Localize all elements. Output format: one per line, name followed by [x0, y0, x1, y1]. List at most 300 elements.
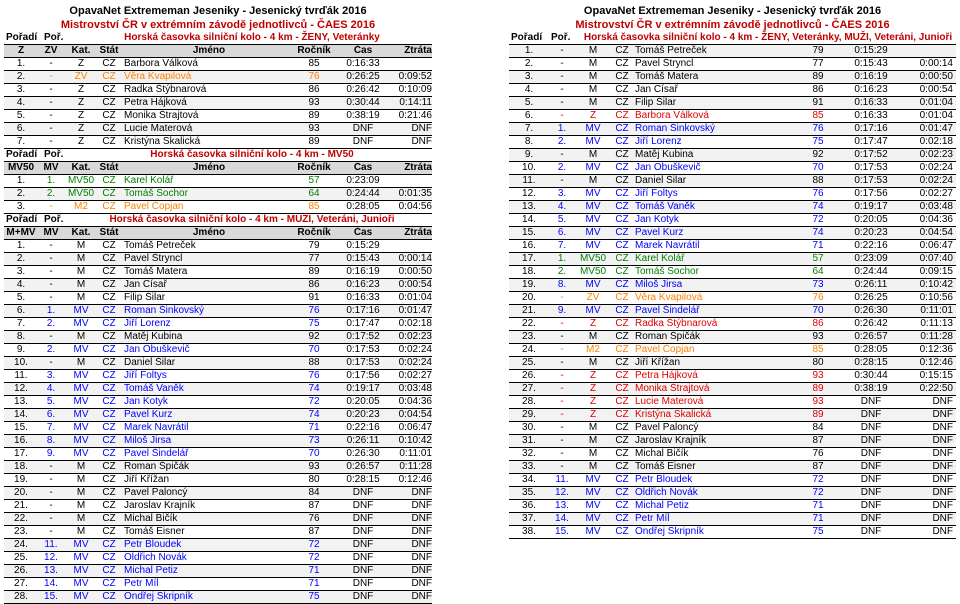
country-cell: CZ [102, 500, 116, 511]
rank-cell: 23. [522, 331, 536, 342]
table-row [4, 578, 432, 591]
table-row [4, 253, 432, 266]
rank-cell: 36. [522, 500, 536, 511]
name-cell: Roman Šinkovský [635, 123, 716, 134]
rank-cell: 6. [16, 305, 26, 316]
loss-cell: 0:12:46 [919, 357, 953, 368]
category-cell: M [588, 97, 598, 108]
table-row [509, 227, 956, 240]
country-cell: CZ [615, 253, 629, 264]
rank-cell: 22. [14, 513, 28, 524]
time-cell: 0:30:44 [346, 97, 380, 108]
left-results-table [4, 32, 432, 604]
category-cell: Z [77, 97, 85, 108]
category-cell: ZV [74, 71, 88, 82]
rank-cell: 11. [522, 175, 536, 186]
table-row [4, 344, 432, 357]
loss-cell: 0:01:04 [398, 292, 432, 303]
table-row [4, 71, 432, 84]
year-cell: 70 [812, 305, 824, 316]
category-cell: M [588, 461, 598, 472]
header-poradi: Pořadí [6, 32, 38, 43]
rank-cell: 35. [522, 487, 536, 498]
year-cell: 89 [812, 383, 824, 394]
category-cell: M [76, 513, 86, 524]
class-rank-cell: 14. [44, 578, 58, 589]
year-cell: 71 [812, 240, 824, 251]
time-cell: 0:20:23 [346, 409, 380, 420]
country-cell: CZ [102, 552, 116, 563]
name-cell: Oldřich Novák [124, 552, 187, 563]
table-row [4, 591, 432, 604]
name-cell: Jiří Foltys [635, 188, 678, 199]
category-cell: MV [73, 552, 89, 563]
year-cell: 71 [812, 500, 824, 511]
column-header: Čas [353, 45, 373, 56]
class-rank-cell: - [49, 97, 53, 108]
category-cell: MV [73, 448, 89, 459]
country-cell: CZ [615, 344, 629, 355]
time-cell: 0:28:05 [346, 201, 380, 212]
class-rank-cell: 3. [46, 370, 56, 381]
table-row [509, 123, 956, 136]
category-cell: M [588, 448, 598, 459]
name-cell: Pavel Paloncý [635, 422, 699, 433]
name-cell: Pavel Štryncl [124, 253, 183, 264]
time-cell: 0:26:57 [854, 331, 888, 342]
year-cell: 80 [812, 357, 824, 368]
time-cell: DNF [860, 487, 882, 498]
column-header: Jméno [192, 162, 226, 173]
time-cell: 0:26:57 [346, 461, 380, 472]
category-cell: M [588, 149, 598, 160]
time-cell: 0:16:33 [854, 110, 888, 121]
rank-cell: 20. [522, 292, 536, 303]
name-cell: Petr Míl [635, 513, 670, 524]
class-rank-cell: - [560, 292, 564, 303]
class-rank-cell: - [560, 84, 564, 95]
country-cell: CZ [615, 175, 629, 186]
section-title: Horská časovka silniční kolo - 4 km - MV50 [150, 149, 354, 160]
table-row [4, 370, 432, 383]
country-cell: CZ [102, 461, 116, 472]
category-cell: MV [585, 201, 601, 212]
time-cell: 0:15:43 [346, 253, 380, 264]
name-cell: Pavel Čopjan [635, 344, 695, 355]
class-rank-cell: 2. [557, 162, 567, 173]
loss-cell: DNF [932, 435, 953, 446]
time-cell: 0:16:33 [346, 292, 380, 303]
table-row [509, 435, 956, 448]
time-cell: 0:16:19 [854, 71, 888, 82]
section-header [4, 32, 432, 45]
class-rank-cell: - [49, 513, 53, 524]
section-title: Horská časovka silniční kolo - 4 km - ŽENY, Veteránky [124, 32, 380, 43]
time-cell: 0:17:52 [346, 331, 380, 342]
year-cell: 71 [308, 578, 320, 589]
year-cell: 71 [308, 422, 320, 433]
time-cell: 0:26:25 [854, 292, 888, 303]
name-cell: Matěj Kubina [124, 331, 183, 342]
name-cell: Pavel Šindelář [635, 305, 700, 316]
category-cell: MV [73, 539, 89, 550]
column-header: Kat. [71, 162, 91, 173]
table-row [4, 331, 432, 344]
loss-cell: 0:04:56 [398, 201, 432, 212]
rank-cell: 28. [522, 396, 536, 407]
class-rank-cell: - [49, 500, 53, 511]
country-cell: CZ [615, 201, 629, 212]
class-rank-cell: - [560, 331, 564, 342]
time-cell: 0:26:11 [346, 435, 380, 446]
class-rank-cell: - [560, 149, 564, 160]
category-cell: M [588, 45, 598, 56]
loss-cell: 0:04:36 [919, 214, 953, 225]
country-cell: CZ [102, 526, 116, 537]
table-row [509, 71, 956, 84]
rank-cell: 34. [522, 474, 536, 485]
header-por: Poř. [44, 214, 64, 225]
column-header: Stát [99, 45, 119, 56]
year-cell: 74 [308, 383, 320, 394]
rank-cell: 37. [522, 513, 536, 524]
category-cell: MV [585, 136, 601, 147]
time-cell: 0:17:52 [854, 149, 888, 160]
country-cell: CZ [102, 84, 116, 95]
country-cell: CZ [102, 292, 116, 303]
class-rank-cell: - [560, 318, 564, 329]
category-cell: MV [585, 487, 601, 498]
rank-cell: 10. [14, 357, 28, 368]
class-rank-cell: 8. [46, 435, 56, 446]
name-cell: Petr Bloudek [635, 474, 693, 485]
name-cell: Jiří Foltys [124, 370, 167, 381]
country-cell: CZ [102, 435, 116, 446]
table-row [509, 162, 956, 175]
name-cell: Matěj Kubina [635, 149, 694, 160]
time-cell: 0:20:23 [854, 227, 888, 238]
name-cell: Tomáš Matera [124, 266, 188, 277]
rank-cell: 2. [16, 188, 26, 199]
name-cell: Jan Kotyk [635, 214, 679, 225]
year-cell: 57 [308, 175, 320, 186]
name-cell: Jaroslav Krajník [124, 500, 196, 511]
country-cell: CZ [615, 123, 629, 134]
name-cell: Michal Petiz [635, 500, 689, 511]
loss-cell: DNF [411, 136, 432, 147]
country-cell: CZ [615, 305, 629, 316]
time-cell: 0:15:29 [346, 240, 380, 251]
section-title: Horská časovka silniční kolo - 4 km - MUŽI, Veteráni, Junioři [109, 214, 395, 225]
class-rank-cell: 14. [555, 513, 569, 524]
loss-cell: DNF [932, 461, 953, 472]
time-cell: 0:19:17 [346, 383, 380, 394]
time-cell: 0:17:16 [854, 123, 888, 134]
column-header: Stát [99, 227, 119, 238]
column-header: Z [17, 45, 25, 56]
class-rank-cell: 2. [557, 266, 567, 277]
name-cell: Kristýna Skalická [124, 136, 201, 147]
year-cell: 76 [812, 123, 824, 134]
name-cell: Kristýna Skalická [635, 409, 712, 420]
loss-cell: DNF [932, 513, 953, 524]
time-cell: 0:20:05 [346, 396, 380, 407]
column-header: Ztráta [404, 227, 432, 238]
time-cell: DNF [860, 448, 882, 459]
class-rank-cell: - [49, 71, 53, 82]
category-cell: Z [589, 383, 597, 394]
country-cell: CZ [102, 253, 116, 264]
year-cell: 72 [812, 487, 824, 498]
table-row [4, 318, 432, 331]
country-cell: CZ [102, 71, 116, 82]
loss-cell: 0:01:04 [919, 97, 953, 108]
name-cell: Pavel Kurz [124, 409, 173, 420]
country-cell: CZ [615, 448, 629, 459]
loss-cell: DNF [932, 526, 953, 537]
loss-cell: DNF [411, 552, 432, 563]
name-cell: Lucie Materová [124, 123, 193, 134]
name-cell: Jiří Křížan [124, 474, 170, 485]
time-cell: 0:16:19 [346, 266, 380, 277]
class-rank-cell: 12. [555, 487, 569, 498]
year-cell: 73 [812, 279, 824, 290]
column-header: Čas [353, 162, 373, 173]
class-rank-cell: 1. [46, 175, 56, 186]
loss-cell: 0:01:47 [398, 305, 432, 316]
class-rank-cell: - [560, 396, 564, 407]
year-cell: 76 [812, 188, 824, 199]
time-cell: 0:30:44 [854, 370, 888, 381]
loss-cell: 0:00:50 [919, 71, 953, 82]
year-cell: 75 [812, 136, 824, 147]
loss-cell: 0:07:40 [919, 253, 953, 264]
rank-cell: 7. [16, 318, 26, 329]
loss-cell: 0:04:36 [398, 396, 432, 407]
table-row [4, 435, 432, 448]
class-rank-cell: - [49, 84, 53, 95]
year-cell: 87 [308, 500, 320, 511]
category-cell: MV [73, 565, 89, 576]
country-cell: CZ [615, 383, 629, 394]
section-title: Horská časovka silniční kolo - 4 km - ŽENY, Veteránky, MUŽI, Veteráni, Junioři [583, 32, 953, 43]
time-cell: 0:24:44 [854, 266, 888, 277]
year-cell: 93 [812, 396, 824, 407]
year-cell: 75 [308, 318, 320, 329]
class-rank-cell: 5. [557, 214, 567, 225]
time-cell: DNF [860, 422, 882, 433]
name-cell: Tomáš Sochor [124, 188, 188, 199]
year-cell: 70 [308, 344, 320, 355]
rank-cell: 12. [14, 383, 28, 394]
table-row [4, 136, 432, 149]
name-cell: Tomáš Eisner [124, 526, 185, 537]
time-cell: 0:38:19 [854, 383, 888, 394]
category-cell: MV [585, 305, 601, 316]
table-row [4, 84, 432, 97]
table-row [509, 344, 956, 357]
table-row [509, 448, 956, 461]
time-cell: 0:16:23 [854, 84, 888, 95]
year-cell: 72 [308, 396, 320, 407]
table-row [509, 500, 956, 513]
category-cell: M [76, 266, 86, 277]
country-cell: CZ [102, 448, 116, 459]
time-cell: 0:38:19 [346, 110, 380, 121]
section-header [4, 214, 432, 227]
table-row [509, 292, 956, 305]
class-rank-cell: - [49, 123, 53, 134]
loss-cell: 0:02:18 [398, 318, 432, 329]
class-rank-cell: 2. [46, 188, 56, 199]
rank-cell: 17. [522, 253, 536, 264]
category-cell: M [76, 240, 86, 251]
loss-cell: 0:04:54 [398, 409, 432, 420]
page-subtitle: Mistrovství ČR v extrémním závodě jednotlivců - ČAES 2016 [60, 19, 376, 31]
class-rank-cell: 2. [46, 318, 56, 329]
name-cell: Tomáš Petreček [635, 45, 707, 56]
class-rank-cell: - [560, 435, 564, 446]
class-rank-cell: 6. [46, 409, 56, 420]
loss-cell: 0:03:48 [919, 201, 953, 212]
loss-cell: 0:03:48 [398, 383, 432, 394]
country-cell: CZ [615, 266, 629, 277]
country-cell: CZ [615, 97, 629, 108]
rank-cell: 18. [522, 266, 536, 277]
time-cell: 0:15:29 [854, 45, 888, 56]
name-cell: Filip Šilar [635, 97, 677, 108]
year-cell: 76 [308, 513, 320, 524]
name-cell: Radka Štýbnarová [635, 318, 718, 329]
rank-cell: 26. [522, 370, 536, 381]
name-cell: Petr Míl [124, 578, 159, 589]
category-cell: MV50 [67, 188, 95, 199]
year-cell: 89 [308, 110, 320, 121]
table-row [509, 97, 956, 110]
time-cell: DNF [860, 461, 882, 472]
time-cell: DNF [352, 136, 374, 147]
class-rank-cell: 9. [557, 305, 567, 316]
name-cell: Michal Bičík [124, 513, 178, 524]
table-row [509, 409, 956, 422]
table-row [509, 253, 956, 266]
right-results-panel [509, 4, 956, 539]
rank-cell: 1. [524, 45, 534, 56]
loss-cell: DNF [411, 578, 432, 589]
class-rank-cell: - [49, 266, 53, 277]
table-row [509, 526, 956, 539]
loss-cell: 0:00:50 [398, 266, 432, 277]
header-por: Poř. [551, 32, 571, 43]
category-cell: MV50 [579, 266, 607, 277]
class-rank-cell: 5. [46, 396, 56, 407]
name-cell: Miloš Jirsa [124, 435, 172, 446]
year-cell: 72 [812, 474, 824, 485]
table-row [4, 266, 432, 279]
year-cell: 57 [812, 253, 824, 264]
rank-cell: 9. [16, 344, 26, 355]
class-rank-cell: 15. [44, 591, 58, 602]
year-cell: 85 [812, 110, 824, 121]
loss-cell: 0:02:24 [919, 162, 953, 173]
category-cell: MV [73, 305, 89, 316]
table-row [4, 396, 432, 409]
column-header: M+MV [6, 227, 36, 238]
name-cell: Marek Navrátil [635, 240, 700, 251]
year-cell: 93 [812, 370, 824, 381]
rank-cell: 14. [14, 409, 28, 420]
time-cell: DNF [352, 513, 374, 524]
category-cell: MV [585, 162, 601, 173]
class-rank-cell: 4. [46, 383, 56, 394]
name-cell: Daniel Šilar [635, 175, 687, 186]
table-row [4, 409, 432, 422]
loss-cell: 0:11:01 [399, 448, 432, 459]
name-cell: Věra Kvapilová [124, 71, 192, 82]
time-cell: DNF [860, 474, 882, 485]
time-cell: DNF [352, 539, 374, 550]
country-cell: CZ [102, 331, 116, 342]
year-cell: 93 [308, 123, 320, 134]
year-cell: 93 [308, 97, 320, 108]
year-cell: 74 [308, 409, 320, 420]
country-cell: CZ [615, 84, 629, 95]
category-cell: MV [585, 240, 601, 251]
rank-cell: 4. [524, 84, 534, 95]
loss-cell: DNF [932, 487, 953, 498]
country-cell: CZ [615, 357, 629, 368]
class-rank-cell: 1. [46, 305, 56, 316]
category-cell: Z [77, 110, 85, 121]
table-row [509, 240, 956, 253]
category-cell: MV [585, 188, 601, 199]
rank-cell: 19. [14, 474, 28, 485]
country-cell: CZ [615, 149, 629, 160]
class-rank-cell: - [560, 357, 564, 368]
table-row [4, 500, 432, 513]
name-cell: Věra Kvapilová [635, 292, 703, 303]
table-row [4, 513, 432, 526]
rank-cell: 21. [522, 305, 536, 316]
category-cell: M [588, 422, 598, 433]
country-cell: CZ [102, 513, 116, 524]
time-cell: 0:17:53 [854, 162, 888, 173]
country-cell: CZ [102, 318, 116, 329]
class-rank-cell: 11. [44, 539, 58, 550]
time-cell: DNF [352, 123, 374, 134]
name-cell: Petra Hájková [124, 97, 187, 108]
table-row [509, 396, 956, 409]
country-cell: CZ [615, 409, 629, 420]
class-rank-cell: - [560, 409, 564, 420]
table-row [509, 461, 956, 474]
country-cell: CZ [615, 188, 629, 199]
loss-cell: 0:06:47 [398, 422, 432, 433]
year-cell: 87 [812, 435, 824, 446]
loss-cell: 0:11:01 [920, 305, 953, 316]
rank-cell: 15. [522, 227, 536, 238]
loss-cell: DNF [932, 448, 953, 459]
time-cell: DNF [352, 578, 374, 589]
country-cell: CZ [102, 474, 116, 485]
class-rank-cell: - [49, 474, 53, 485]
category-cell: Z [77, 58, 85, 69]
class-rank-cell: 9. [46, 448, 56, 459]
year-cell: 89 [308, 266, 320, 277]
class-rank-cell: - [49, 58, 53, 69]
category-cell: Z [589, 370, 597, 381]
category-cell: M [76, 487, 86, 498]
